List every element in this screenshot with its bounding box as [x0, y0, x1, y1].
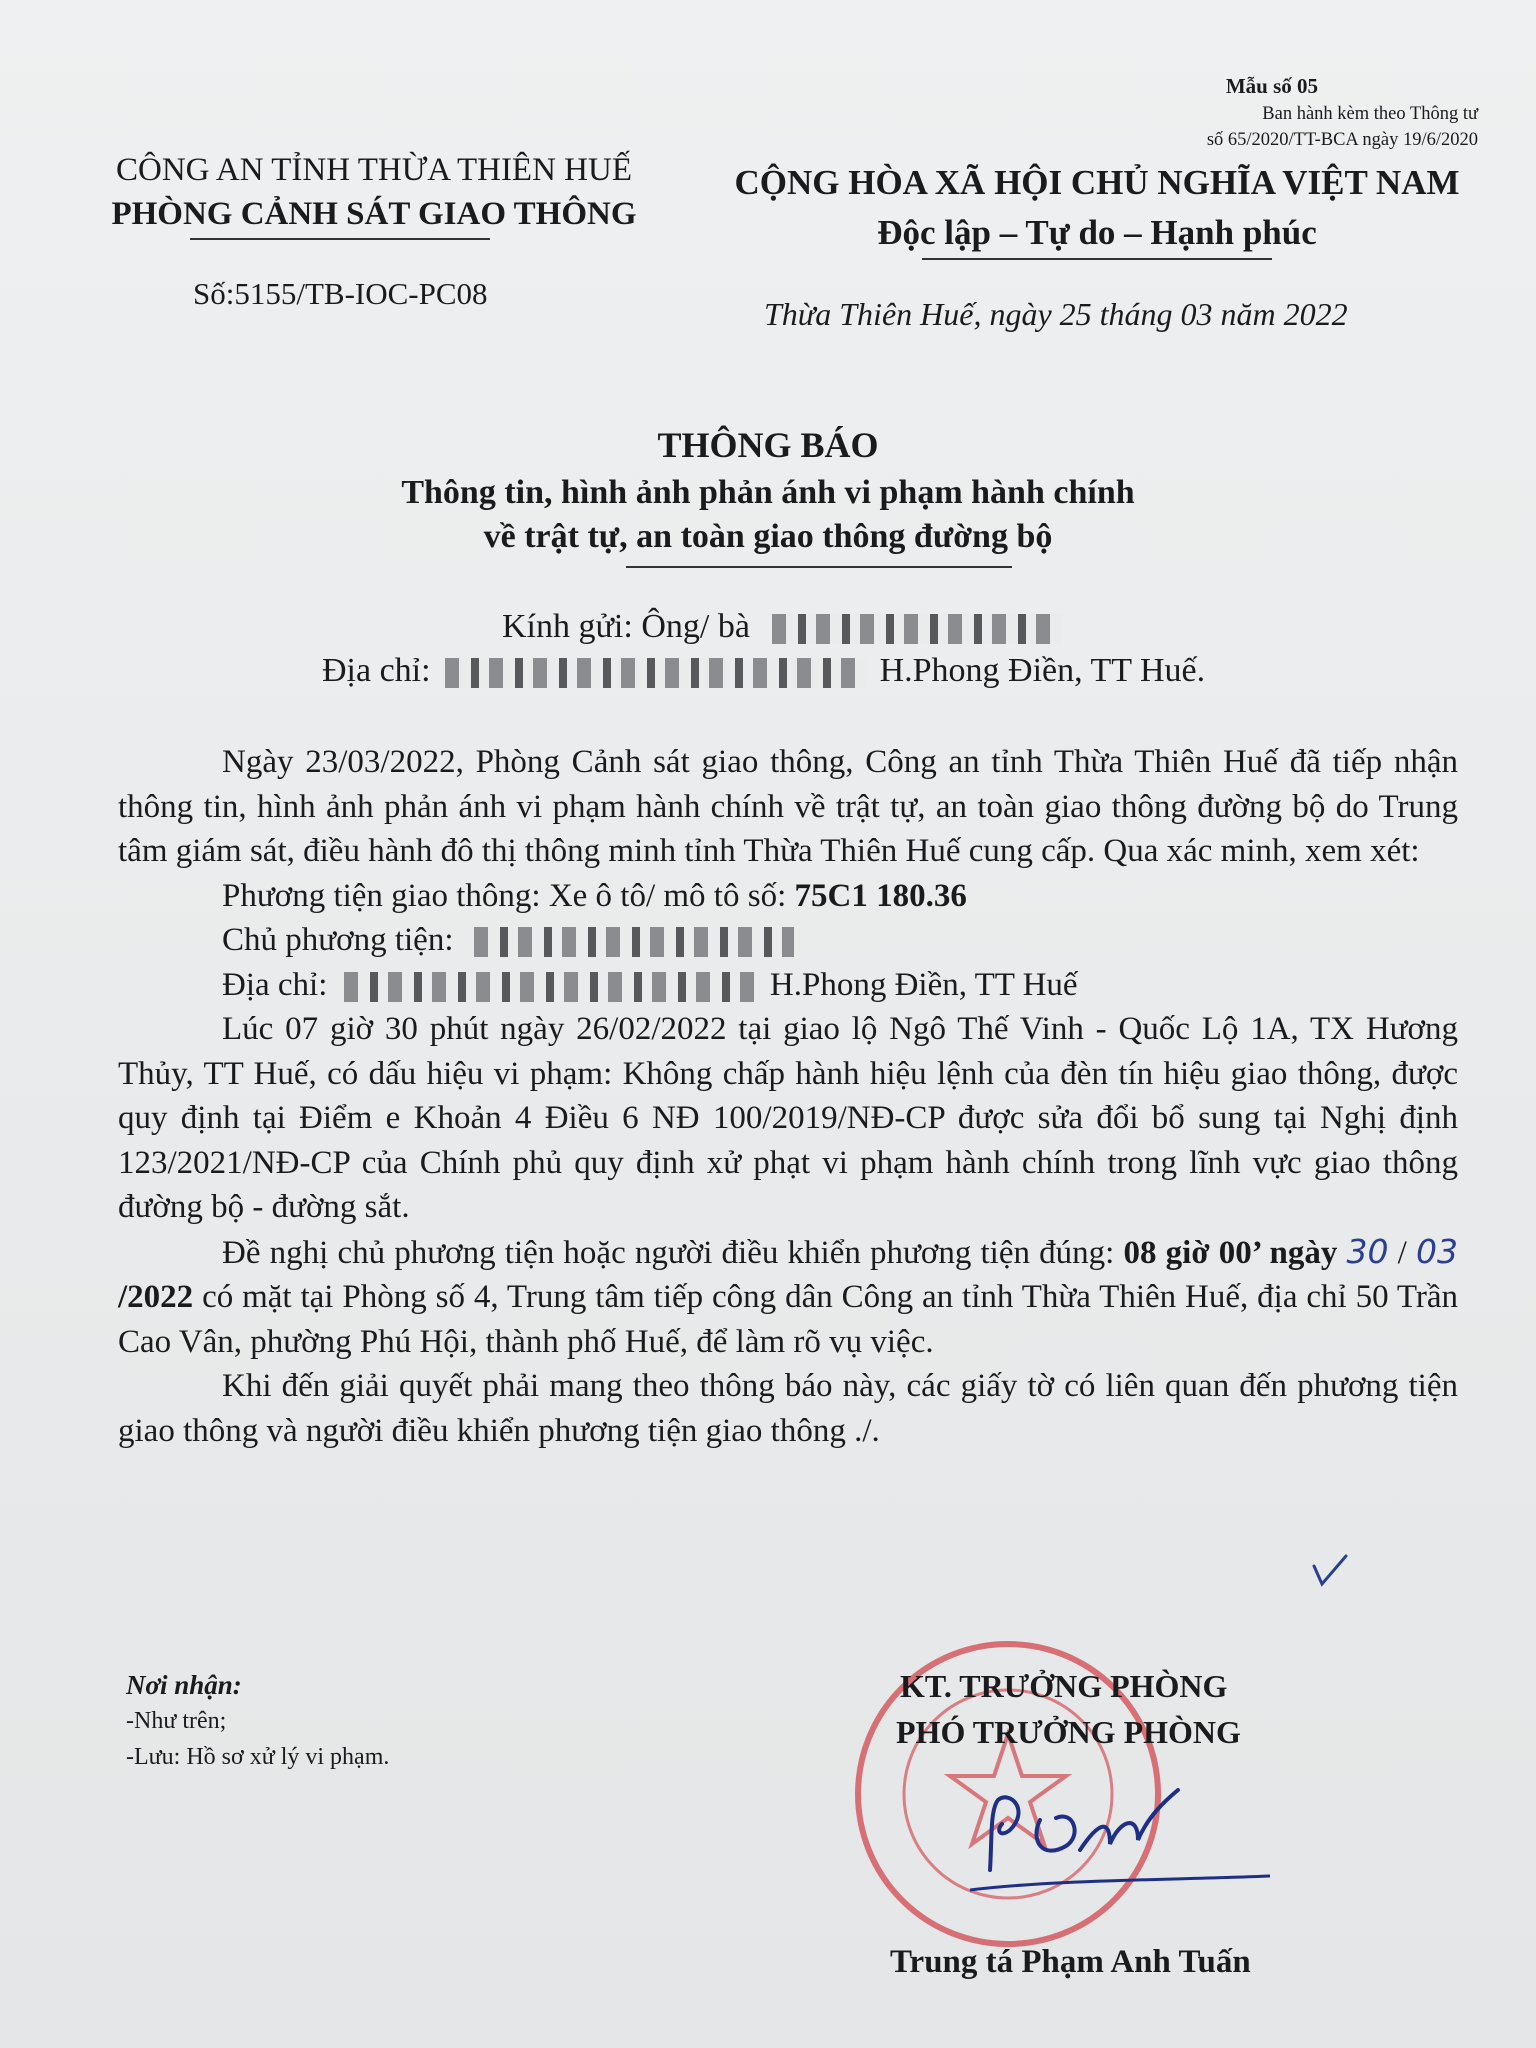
body-paragraph-violation: Lúc 07 giờ 30 phút ngày 26/02/2022 tại giao lộ Ngô Thế Vinh - Quốc Lộ 1A, TX Hương Thủy, TT Huế, có dấu hiệu vi phạm: Không chấp hành hiệu lệnh của đèn tín hiệu giao thông, được quy định tại Điểm e Khoản 4 Điều 6 NĐ 100/2019/NĐ-CP được sửa đổi bổ sung tại Nghị định 123/2021/NĐ-CP của Chính phủ quy định xử phạt vi phạm hành chính trong lĩnh vực giao thông đường bộ - đường sắt.	[118, 1011, 1458, 1225]
document-subtitle-1: Thông tin, hình ảnh phản ánh vi phạm hành chính	[401, 474, 1135, 511]
recipient-item-1: -Như trên;	[126, 1708, 227, 1734]
appointment-month: 03	[1416, 1231, 1458, 1271]
document-subtitle-2: về trật tự, an toàn giao thông đường bộ	[483, 518, 1053, 555]
recipients-title: Nơi nhận:	[126, 1670, 242, 1700]
request-end: có mặt tại Phòng số 4, Trung tâm tiếp công dân Công an tỉnh Thừa Thiên Huế, địa chỉ 50 Trần Cao Vân, phường Phú Hội, thành phố Huế, để làm rõ vụ việc.	[118, 1279, 1459, 1360]
document-title: THÔNG BÁO	[657, 425, 879, 465]
greeting-text: Kính gửi: Ông/ bà	[502, 608, 750, 645]
national-header	[712, 158, 1482, 258]
address-label: Địa chỉ:	[322, 652, 431, 689]
redacted-owner	[474, 927, 794, 957]
motto-underline	[922, 258, 1272, 260]
form-number: Mẫu số 05	[1225, 74, 1318, 98]
form-note-1: Ban hành kèm theo Thông tư	[1262, 104, 1478, 124]
recipient-address	[322, 652, 1205, 690]
address-suffix: H.Phong Điền, TT Huế.	[879, 652, 1206, 689]
nation-line-2: Độc lập – Tự do – Hạnh phúc	[877, 213, 1317, 252]
agency-underline	[190, 238, 490, 240]
signer-name: Trung tá Phạm Anh Tuấn	[890, 1944, 1251, 1980]
owner-address-label: Địa chỉ:	[222, 966, 328, 1003]
form-note-2: số 65/2020/TT-BCA ngày 19/6/2020	[1206, 130, 1478, 150]
issuing-agency	[74, 148, 674, 236]
handwritten-signature	[970, 1780, 1270, 1900]
body-paragraph-request: Đề nghị chủ phương tiện hoặc người điều khiển phương tiện đúng: 08 giờ 00’ ngày 30 / 03 /2022 có mặt tại Phòng số 4, Trung tâm tiếp công dân Công an tỉnh Thừa Thiên Huế, địa chỉ 50 Trần Cao Vân, phường Phú Hội, thành phố Huế, để làm rõ vụ việc.	[118, 1231, 1459, 1360]
nation-line-1: CỘNG HÒA XÃ HỘI CHỦ NGHĨA VIỆT NAM	[734, 163, 1460, 202]
owner-address-line	[118, 963, 1458, 1008]
owner-label: Chủ phương tiện:	[222, 922, 454, 958]
vehicle-label: Phương tiện giao thông: Xe ô tô/ mô tô số:	[222, 877, 787, 914]
signature-title-1: KT. TRƯỞNG PHÒNG	[900, 1668, 1228, 1704]
agency-line-1: CÔNG AN TỈNH THỪA THIÊN HUẾ	[115, 152, 632, 188]
recipient-greeting	[502, 608, 1062, 646]
request-start: Đề nghị chủ phương tiện hoặc người điều khiển phương tiện đúng:	[222, 1234, 1115, 1271]
redacted-owner-address	[344, 972, 754, 1002]
agency-line-2: PHÒNG CẢNH SÁT GIAO THÔNG	[111, 196, 637, 232]
vehicle-line	[118, 874, 1458, 919]
body-paragraph-closing: Khi đến giải quyết phải mang theo thông báo này, các giấy tờ có liên quan đến phương tiện giao thông và người điều khiển phương tiện giao thông ./.	[118, 1368, 1458, 1449]
redacted-name	[772, 614, 1062, 644]
appointment-time: 08 giờ 00’ ngày	[1123, 1234, 1338, 1271]
vehicle-plate: 75C1 180.36	[794, 877, 967, 914]
owner-address-suffix: H.Phong Điền, TT Huế	[769, 966, 1078, 1003]
appointment-year: /2022	[118, 1279, 194, 1315]
body-paragraph-intro: Ngày 23/03/2022, Phòng Cảnh sát giao thông, Công an tỉnh Thừa Thiên Huế đã tiếp nhận thông tin, hình ảnh phản ánh vi phạm hành chính về trật tự, an toàn giao thông đường bộ do Trung tâm giám sát, điều hành đô thị thông minh tỉnh Thừa Thiên Huế cung cấp. Qua xác minh, xem xét:	[118, 744, 1458, 869]
signature-title-2: PHÓ TRƯỞNG PHÒNG	[896, 1714, 1241, 1750]
title-underline	[626, 566, 1012, 568]
redacted-address	[445, 658, 865, 688]
owner-line	[118, 918, 1458, 963]
handwritten-tick-mark	[1310, 1552, 1350, 1592]
place-date: Thừa Thiên Huế, ngày 25 tháng 03 năm 2022	[764, 296, 1348, 332]
appointment-day: 30	[1346, 1231, 1389, 1271]
document-body	[118, 740, 1458, 1453]
document-number: Số:5155/TB-IOC-PC08	[193, 276, 488, 311]
recipient-item-2: -Lưu: Hồ sơ xử lý vi phạm.	[126, 1744, 390, 1770]
